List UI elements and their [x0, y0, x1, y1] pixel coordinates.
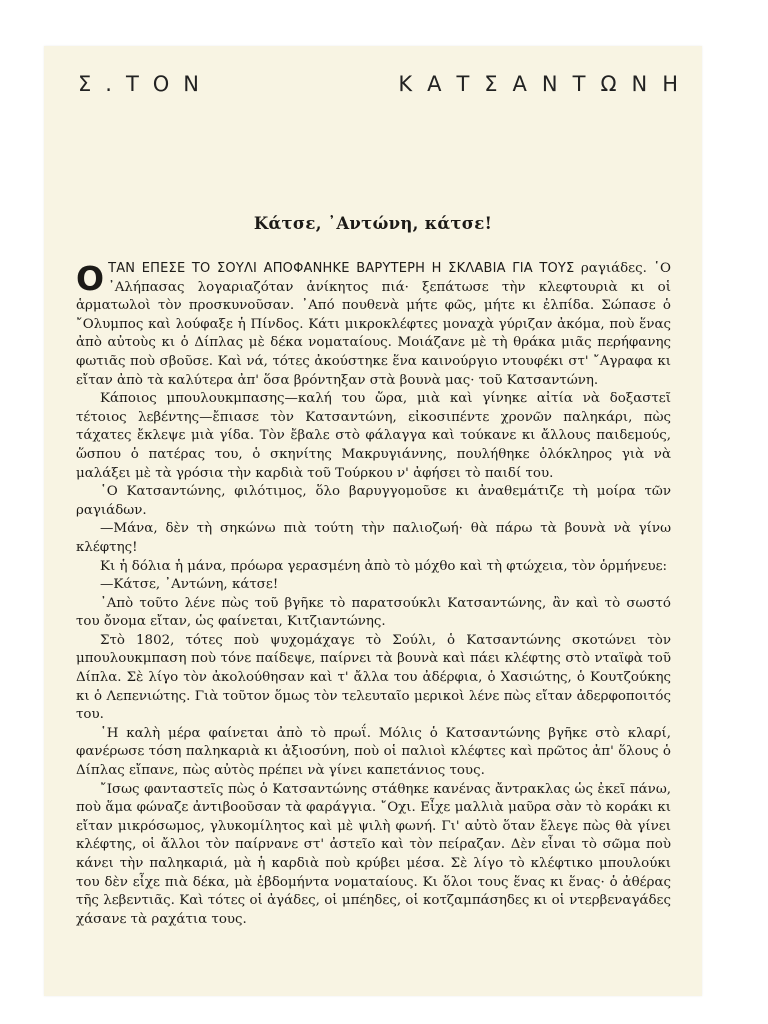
running-head-left: Σ.ΤΟΝ [78, 72, 214, 96]
running-head [78, 72, 693, 96]
drop-cap: Ο [76, 259, 105, 298]
body-text [76, 260, 671, 929]
paragraph-text: ραγιάδες. ῾Ο ᾿Αλήπασας λογαριαζόταν ἀνίκητος πιά· ξεπάτωσε τὴν κλεφτουριὰ κι οἱ ἁρματωλοὶ τὸν προσκυνοῦσαν. ᾿Από πουθενὰ μήτε φῶς, μήτε κι ἐλπίδα. Σώπασε ὁ ῎Ολυμπος καὶ λούφαξε ἡ Πίνδος. Κάτι μικροκλέφτες μοναχὰ γύριζαν ἀκόμα, ποὺ ἕνας ἀπὸ αὐτοὺς κι ὁ Δίπλας μὲ δέκα νοματαίους. Μοιάζανε μὲ τὴ θράκα μιᾶς περήφανης φωτιᾶς ποὺ σβοῦσε. Καὶ νά, τότες ἀκούστηκε ἕνα καινούργιο ντουφέκι στ' ῎Αγραφα κι εἴταν ἀπὸ τὰ καλύτερα ἀπ' ὅσα βρόντηξαν στὰ βουνὰ μας· τοῦ Κατσαντώνη. [76, 261, 671, 388]
paragraph: ῾Η καλὴ μέρα φαίνεται ἀπὸ τὸ πρωΐ. Μόλις ὁ Κατσαντώνης βγῆκε στὸ κλαρί, φανέρωσε τόση παληκαριὰ κι ἀξιοσύνη, ποὺ οἱ παλιοὶ κλέφτες καὶ πρῶτος ἀπ' ὅλους ὁ Δίπλας εἴπανε, πὼς αὐτὸς πρέπει νὰ γίνει καπετάνιος τους. [76, 725, 671, 779]
chapter-title: Κάτσε, ᾿Αντώνη, κάτσε! [253, 214, 493, 233]
opening-caps: ΤΑΝ ΕΠΕΣΕ ΤΟ ΣΟΥΛΙ ΑΠΟΦΑΝΗΚΕ ΒΑΡΥΤΕΡΗ Η ΣΚΛΑΒΙΑ ΓΙΑ ΤΟΥΣ [108, 261, 575, 276]
paragraph [76, 260, 671, 390]
paragraph: ῾Ο Κατσαντώνης, φιλότιμος, ὅλο βαρυγγομοῦσε κι ἀναθεμάτιζε τὴ μοίρα τῶν ραγιάδων. [76, 484, 671, 518]
running-head-right: ΚΑΤΣΑΝΤΩΝΗ [398, 72, 693, 96]
paragraph: Κάποιος μπουλουκμπασης—καλή του ὥρα, μιὰ καὶ γίνηκε αἰτία νὰ δοξαστεῖ τέτοιος λεβέντης—ἔπιασε τὸν Κατσαντώνη, εἰκοσιπέντε χρονῶν παληκάρι, πὼς τάχατες ἔκλεψε μιὰ γίδα. Τὸν ἔβαλε στὸ φάλαγγα καὶ τούκανε κι ἄλλους παιδεμούς, ὥσπου ὁ πατέρας του, ὁ σκηνίτης Μακρυγιάννης, πουλήθηκε ὁλόκληρος γιὰ νὰ μαλάξει μὲ τὰ γρόσια τὴν καρδιὰ τοῦ Τούρκου ν' ἀφήσει τὸ παιδί του. [76, 391, 671, 481]
book-page [44, 46, 702, 996]
paragraph: ᾿Απὸ τοῦτο λένε πὼς τοῦ βγῆκε τὸ παρατσούκλι Κατσαντώνης, ἂν καὶ τὸ σωστό του ὄνομα εἴταν, ὡς φαίνεται, Κιτζιαντώνης. [76, 595, 671, 630]
dialogue-line: —Κάτσε, ᾿Αντώνη, κάτσε! [100, 577, 279, 593]
dialogue-line: —Μάνα, δὲν τὴ σηκώνω πιὰ τούτη τὴν παλιοζωή· θὰ πάρω τὰ βουνὰ νὰ γίνω κλέφτης! [76, 521, 671, 555]
paragraph: Κι ἡ δόλια ἡ μάνα, πρόωρα γερασμένη ἀπὸ τὸ μόχθο καὶ τὴ φτώχεια, τὸν ὁρμήνευε: [100, 558, 668, 574]
paragraph: ῎Ισως φανταστεῖς πὼς ὁ Κατσαντώνης στάθηκε κανένας ἄντρακλας ὡς ἐκεῖ πάνω, ποὺ ἅμα φώναζε ἀντιβοοῦσαν τὰ φαράγγια. ῎Οχι. Εἶχε μαλλιὰ μαῦρα σὰν τὸ κοράκι κι εἴταν μικρόσωμος, γλυκομίλητος καὶ μὲ ψιλὴ φωνή. Γι' αὐτὸ ὅταν ἔλεγε πὼς θὰ γίνει κλέφτης, οἱ ἄλλοι τὸν παίρνανε στ' ἀστεῖο καὶ τὸν πείραζαν. Δὲν εἶναι τὸ σῶμα ποὺ κάνει τὴν παληκαριά, μὰ ἡ καρδιὰ ποὺ κρύβει μέσα. Σὲ λίγο τὸ κλέφτικο μπουλούκι του δὲν εἶχε πιὰ δέκα, μὰ ἑβδομήντα νοματαίους. Κι ὅλοι τους ἕνας κι ἕνας· ὁ ἀθέρας τῆς λεβεντιᾶς. Καὶ τότες οἱ ἀγάδες, οἱ μπέηδες, οἱ κοτζαμπάσηδες κι οἱ ντερβεναγάδες χάσανε τὰ ραχάτια τους. [76, 781, 671, 927]
paragraph: Στὸ 1802, τότες ποὺ ψυχομάχαγε τὸ Σούλι, ὁ Κατσαντώνης σκοτώνει τὸν μπουλουκμπαση ποὺ τόνε παίδεψε, παίρνει τὰ βουνὰ καὶ πάει κλέφτης στὸ νταϊφὰ τοῦ Δίπλα. Σὲ λίγο τὸν ἀκολούθησαν καὶ τ' ἄλλα του ἀδέρφια, ὁ Χασιώτης, ὁ Κουτζούκης κι ὁ Λεπενιώτης. Γιὰ τοῦτον ὅμως τὸν τελευταῖο μερικοὶ λένε πὼς εἴταν ἀδερφοποιτός του. [76, 632, 671, 723]
